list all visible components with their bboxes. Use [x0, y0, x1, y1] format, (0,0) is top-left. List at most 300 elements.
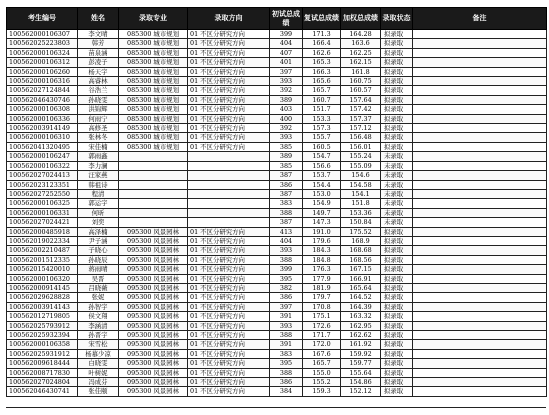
cell-candidate-id: 100562000106247 — [7, 152, 78, 161]
header-status: 录取状态 — [381, 8, 413, 30]
table-row — [7, 67, 547, 76]
header-weighted-score: 加权总成绩 — [341, 8, 381, 30]
cell-status: 拟录取 — [381, 236, 413, 245]
cell-initial-score: 388 — [270, 331, 303, 340]
cell-name: 侯文翔 — [78, 312, 119, 321]
cell-weighted-score: 164.52 — [341, 293, 381, 302]
cell-name: 高泽楠 — [78, 227, 119, 236]
cell-remarks — [413, 124, 547, 133]
cell-direction: 01 不区分研究方向 — [188, 321, 270, 330]
cell-major: 095300 风景园林 — [119, 359, 188, 368]
cell-weighted-score: 168.56 — [341, 255, 381, 264]
cell-retest-score: 154.4 — [303, 180, 341, 189]
cell-initial-score: 387 — [270, 171, 303, 180]
table-row — [7, 142, 547, 151]
cell-candidate-id: 100562003914149 — [7, 124, 78, 133]
cell-status: 未录取 — [381, 171, 413, 180]
cell-weighted-score: 156.01 — [341, 142, 381, 151]
cell-remarks — [413, 359, 547, 368]
table-header — [7, 8, 547, 30]
cell-retest-score: 156.6 — [303, 161, 341, 170]
cell-retest-score: 155.2 — [303, 378, 341, 387]
table-row — [7, 321, 547, 330]
table-row — [7, 359, 547, 368]
cell-remarks — [413, 378, 547, 387]
cell-weighted-score: 163.6 — [341, 39, 381, 48]
cell-status: 未录取 — [381, 199, 413, 208]
cell-direction: 01 不区分研究方向 — [188, 340, 270, 349]
cell-retest-score: 171.7 — [303, 331, 341, 340]
cell-status: 拟录取 — [381, 283, 413, 292]
cell-candidate-id: 100562027024804 — [7, 378, 78, 387]
cell-name: 宋佳楠 — [78, 142, 119, 151]
cell-initial-score: 391 — [270, 340, 303, 349]
cell-weighted-score: 168.68 — [341, 246, 381, 255]
cell-weighted-score: 157.64 — [341, 95, 381, 104]
cell-direction — [188, 208, 270, 217]
cell-weighted-score: 153.36 — [341, 208, 381, 217]
cell-candidate-id: 100562027024421 — [7, 218, 78, 227]
cell-name: 高修圣 — [78, 124, 119, 133]
cell-candidate-id: 100562025223803 — [7, 39, 78, 48]
cell-major: 095300 风景园林 — [119, 387, 188, 396]
cell-retest-score: 155.0 — [303, 368, 341, 377]
cell-remarks — [413, 189, 547, 198]
cell-remarks — [413, 30, 547, 39]
cell-initial-score: 387 — [270, 218, 303, 227]
cell-remarks — [413, 48, 547, 57]
cell-name: 吕晓薇 — [78, 283, 119, 292]
cell-candidate-id: 100562000106324 — [7, 48, 78, 57]
table-row — [7, 283, 547, 292]
table-row — [7, 189, 547, 198]
cell-remarks — [413, 340, 547, 349]
cell-major — [119, 189, 188, 198]
cell-status: 拟录取 — [381, 227, 413, 236]
cell-name: 杨慕少凉 — [78, 349, 119, 358]
cell-major: 095300 风景园林 — [119, 331, 188, 340]
cell-remarks — [413, 283, 547, 292]
cell-weighted-score: 157.12 — [341, 124, 381, 133]
cell-name: 李文晴 — [78, 30, 119, 39]
cell-status: 拟录取 — [381, 387, 413, 396]
cell-candidate-id: 100562027124844 — [7, 86, 78, 95]
cell-initial-score: 388 — [270, 368, 303, 377]
cell-remarks — [413, 246, 547, 255]
cell-status: 拟录取 — [381, 67, 413, 76]
cell-direction: 01 不区分研究方向 — [188, 255, 270, 264]
cell-initial-score: 388 — [270, 208, 303, 217]
cell-remarks — [413, 387, 547, 396]
cell-retest-score: 155.7 — [303, 133, 341, 142]
cell-major: 095300 风景园林 — [119, 321, 188, 330]
cell-remarks — [413, 67, 547, 76]
cell-initial-score: 386 — [270, 293, 303, 302]
table-row — [7, 199, 547, 208]
cell-direction: 01 不区分研究方向 — [188, 86, 270, 95]
cell-name: 张佳颐 — [78, 387, 119, 396]
table-row — [7, 218, 547, 227]
cell-initial-score: 400 — [270, 114, 303, 123]
cell-major: 095300 风景园林 — [119, 349, 188, 358]
cell-name: 汪家燕 — [78, 171, 119, 180]
cell-weighted-score: 161.8 — [341, 67, 381, 76]
cell-direction: 01 不区分研究方向 — [188, 77, 270, 86]
cell-name: 孙晋宇 — [78, 331, 119, 340]
cell-initial-score: 397 — [270, 67, 303, 76]
cell-candidate-id: 100562000106331 — [7, 208, 78, 217]
cell-weighted-score: 157.37 — [341, 114, 381, 123]
cell-retest-score: 184.3 — [303, 246, 341, 255]
cell-retest-score: 172.6 — [303, 321, 341, 330]
cell-retest-score: 171.3 — [303, 30, 341, 39]
cell-direction: 01 不区分研究方向 — [188, 95, 270, 104]
cell-retest-score: 191.0 — [303, 227, 341, 236]
header-remarks: 备注 — [413, 8, 547, 30]
cell-retest-score: 179.6 — [303, 236, 341, 245]
cell-candidate-id: 100562000106316 — [7, 77, 78, 86]
table-row — [7, 48, 547, 57]
cell-weighted-score: 164.39 — [341, 302, 381, 311]
cell-candidate-id: 100562041320495 — [7, 142, 78, 151]
table-body — [7, 30, 547, 397]
table-row — [7, 114, 547, 123]
cell-retest-score: 154.9 — [303, 199, 341, 208]
cell-weighted-score: 168.9 — [341, 236, 381, 245]
cell-initial-score: 386 — [270, 378, 303, 387]
cell-initial-score: 397 — [270, 302, 303, 311]
cell-major: 085300 城市规划 — [119, 95, 188, 104]
cell-status: 拟录取 — [381, 321, 413, 330]
table-row — [7, 340, 547, 349]
header-direction: 录取方向 — [188, 8, 270, 30]
table-row — [7, 152, 547, 161]
cell-retest-score: 162.6 — [303, 48, 341, 57]
cell-status: 拟录取 — [381, 30, 413, 39]
cell-retest-score: 184.8 — [303, 255, 341, 264]
cell-weighted-score: 150.84 — [341, 218, 381, 227]
cell-candidate-id: 100562025793912 — [7, 321, 78, 330]
cell-name: 刘奕 — [78, 218, 119, 227]
cell-weighted-score: 154.6 — [341, 171, 381, 180]
cell-name: 何昕 — [78, 208, 119, 217]
cell-status: 拟录取 — [381, 331, 413, 340]
cell-retest-score: 175.1 — [303, 312, 341, 321]
cell-major — [119, 180, 188, 189]
cell-candidate-id: 100562003914143 — [7, 302, 78, 311]
cell-remarks — [413, 133, 547, 142]
table-row — [7, 58, 547, 67]
cell-remarks — [413, 114, 547, 123]
cell-direction: 01 不区分研究方向 — [188, 142, 270, 151]
cell-status: 拟录取 — [381, 39, 413, 48]
cell-initial-score: 384 — [270, 387, 303, 396]
cell-candidate-id: 100562000106310 — [7, 133, 78, 142]
cell-candidate-id: 100562000106325 — [7, 199, 78, 208]
cell-remarks — [413, 274, 547, 283]
cell-initial-score: 393 — [270, 321, 303, 330]
header-retest-score: 复试总成绩 — [303, 8, 341, 30]
cell-weighted-score: 154.1 — [341, 189, 381, 198]
cell-major: 085300 城市规划 — [119, 86, 188, 95]
cell-weighted-score: 159.77 — [341, 359, 381, 368]
cell-remarks — [413, 152, 547, 161]
cell-name: 冯成芬 — [78, 378, 119, 387]
cell-remarks — [413, 142, 547, 151]
table-row — [7, 161, 547, 170]
cell-initial-score: 389 — [270, 95, 303, 104]
cell-direction: 01 不区分研究方向 — [188, 293, 270, 302]
cell-remarks — [413, 86, 547, 95]
cell-major: 095300 风景园林 — [119, 283, 188, 292]
cell-name: 郭雨鑫 — [78, 152, 119, 161]
cell-status: 拟录取 — [381, 368, 413, 377]
table-row — [7, 255, 547, 264]
cell-remarks — [413, 105, 547, 114]
cell-weighted-score: 154.58 — [341, 180, 381, 189]
cell-candidate-id: 100562025932394 — [7, 331, 78, 340]
cell-retest-score: 172.0 — [303, 340, 341, 349]
cell-direction: 01 不区分研究方向 — [188, 368, 270, 377]
cell-name: 尹子涵 — [78, 236, 119, 245]
cell-remarks — [413, 312, 547, 321]
cell-weighted-score: 156.48 — [341, 133, 381, 142]
cell-direction — [188, 152, 270, 161]
cell-status: 拟录取 — [381, 302, 413, 311]
cell-retest-score: 176.3 — [303, 265, 341, 274]
cell-remarks — [413, 39, 547, 48]
cell-name: 李涵清 — [78, 321, 119, 330]
cell-major — [119, 171, 188, 180]
cell-status: 拟录取 — [381, 274, 413, 283]
cell-initial-score: 383 — [270, 199, 303, 208]
table-row — [7, 265, 547, 274]
cell-initial-score: 391 — [270, 312, 303, 321]
header-name: 姓名 — [78, 8, 119, 30]
header-row — [7, 8, 547, 30]
cell-direction: 01 不区分研究方向 — [188, 349, 270, 358]
cell-name: 吴晋 — [78, 274, 119, 283]
cell-major: 085300 城市规划 — [119, 77, 188, 86]
cell-initial-score: 413 — [270, 227, 303, 236]
cell-weighted-score: 155.24 — [341, 152, 381, 161]
cell-initial-score: 399 — [270, 30, 303, 39]
cell-major: 085300 城市规划 — [119, 124, 188, 133]
cell-remarks — [413, 293, 547, 302]
cell-initial-score: 382 — [270, 283, 303, 292]
cell-status: 拟录取 — [381, 124, 413, 133]
table-row — [7, 293, 547, 302]
table-row — [7, 171, 547, 180]
table-row — [7, 274, 547, 283]
cell-status: 拟录取 — [381, 359, 413, 368]
table-row — [7, 95, 547, 104]
cell-remarks — [413, 331, 547, 340]
cell-weighted-score: 167.15 — [341, 265, 381, 274]
cell-direction: 01 不区分研究方向 — [188, 67, 270, 76]
cell-retest-score: 160.5 — [303, 142, 341, 151]
cell-remarks — [413, 321, 547, 330]
cell-name: 韩祖诗 — [78, 180, 119, 189]
table-row — [7, 227, 547, 236]
cell-initial-score: 393 — [270, 133, 303, 142]
cell-candidate-id: 100562015420010 — [7, 265, 78, 274]
cell-retest-score: 160.7 — [303, 95, 341, 104]
cell-status: 拟录取 — [381, 142, 413, 151]
cell-major — [119, 208, 188, 217]
table-row — [7, 349, 547, 358]
cell-direction: 01 不区分研究方向 — [188, 30, 270, 39]
cell-major: 085300 城市规划 — [119, 114, 188, 123]
cell-remarks — [413, 58, 547, 67]
cell-candidate-id: 100562023123351 — [7, 180, 78, 189]
table-row — [7, 246, 547, 255]
cell-remarks — [413, 255, 547, 264]
cell-direction: 01 不区分研究方向 — [188, 58, 270, 67]
cell-remarks — [413, 236, 547, 245]
cell-name: 谷浩兰 — [78, 86, 119, 95]
cell-name: 张妮 — [78, 293, 119, 302]
cell-direction: 01 不区分研究方向 — [188, 124, 270, 133]
cell-initial-score: 393 — [270, 77, 303, 86]
cell-major: 095300 风景园林 — [119, 312, 188, 321]
cell-major: 095300 风景园林 — [119, 274, 188, 283]
cell-retest-score: 170.8 — [303, 302, 341, 311]
cell-name: 洪锦辉 — [78, 105, 119, 114]
cell-status: 未录取 — [381, 189, 413, 198]
cell-weighted-score: 151.8 — [341, 199, 381, 208]
cell-major: 095300 风景园林 — [119, 246, 188, 255]
cell-candidate-id: 100562027024413 — [7, 171, 78, 180]
cell-candidate-id: 100562008717830 — [7, 368, 78, 377]
table-row — [7, 105, 547, 114]
cell-weighted-score: 162.15 — [341, 58, 381, 67]
cell-retest-score: 165.7 — [303, 86, 341, 95]
cell-major: 095300 风景园林 — [119, 293, 188, 302]
cell-direction — [188, 218, 270, 227]
cell-remarks — [413, 218, 547, 227]
cell-initial-score: 404 — [270, 39, 303, 48]
cell-status: 未录取 — [381, 161, 413, 170]
cell-name: 白晓雯 — [78, 359, 119, 368]
cell-retest-score: 181.9 — [303, 283, 341, 292]
cell-weighted-score: 175.52 — [341, 227, 381, 236]
cell-status: 拟录取 — [381, 105, 413, 114]
cell-weighted-score: 155.09 — [341, 161, 381, 170]
cell-weighted-score: 157.42 — [341, 105, 381, 114]
cell-weighted-score: 162.95 — [341, 321, 381, 330]
cell-status: 未录取 — [381, 218, 413, 227]
cell-candidate-id: 100562002210487 — [7, 246, 78, 255]
cell-major: 095300 风景园林 — [119, 265, 188, 274]
cell-major: 085300 城市规划 — [119, 142, 188, 151]
cell-remarks — [413, 208, 547, 217]
cell-remarks — [413, 349, 547, 358]
cell-retest-score: 149.7 — [303, 208, 341, 217]
cell-remarks — [413, 368, 547, 377]
cell-status: 拟录取 — [381, 265, 413, 274]
table-row — [7, 312, 547, 321]
cell-major: 085300 城市规划 — [119, 105, 188, 114]
cell-status: 拟录取 — [381, 378, 413, 387]
cell-initial-score: 389 — [270, 152, 303, 161]
cell-direction: 01 不区分研究方向 — [188, 312, 270, 321]
cell-retest-score: 157.3 — [303, 124, 341, 133]
cell-major: 095300 风景园林 — [119, 378, 188, 387]
cell-direction: 01 不区分研究方向 — [188, 283, 270, 292]
cell-remarks — [413, 302, 547, 311]
cell-candidate-id: 100562046430746 — [7, 95, 78, 104]
cell-initial-score: 395 — [270, 359, 303, 368]
table-row — [7, 236, 547, 245]
cell-name: 宋雪松 — [78, 340, 119, 349]
cell-status: 未录取 — [381, 208, 413, 217]
cell-direction: 01 不区分研究方向 — [188, 114, 270, 123]
cell-retest-score: 165.3 — [303, 58, 341, 67]
cell-initial-score: 401 — [270, 58, 303, 67]
cell-status: 拟录取 — [381, 86, 413, 95]
cell-direction: 01 不区分研究方向 — [188, 359, 270, 368]
cell-status: 拟录取 — [381, 293, 413, 302]
cell-candidate-id: 100562000106312 — [7, 58, 78, 67]
cell-remarks — [413, 180, 547, 189]
cell-direction: 01 不区分研究方向 — [188, 246, 270, 255]
table-row — [7, 302, 547, 311]
cell-name: 李力澜 — [78, 161, 119, 170]
cell-remarks — [413, 265, 547, 274]
table-row — [7, 30, 547, 39]
cell-retest-score: 153.0 — [303, 189, 341, 198]
cell-major: 095300 风景园林 — [119, 236, 188, 245]
cell-name: 张林冬 — [78, 133, 119, 142]
cell-major: 095300 风景园林 — [119, 340, 188, 349]
cell-name: 程清 — [78, 189, 119, 198]
header-candidate-id: 考生编号 — [7, 8, 78, 30]
cell-remarks — [413, 199, 547, 208]
cell-status: 拟录取 — [381, 312, 413, 321]
cell-direction: 01 不区分研究方向 — [188, 133, 270, 142]
table-row — [7, 39, 547, 48]
cell-weighted-score: 165.64 — [341, 283, 381, 292]
cell-retest-score: 179.7 — [303, 293, 341, 302]
cell-candidate-id: 100562001512335 — [7, 255, 78, 264]
cell-major — [119, 218, 188, 227]
cell-initial-score: 399 — [270, 265, 303, 274]
cell-weighted-score: 162.25 — [341, 48, 381, 57]
cell-remarks — [413, 95, 547, 104]
cell-direction: 01 不区分研究方向 — [188, 302, 270, 311]
cell-major — [119, 152, 188, 161]
cell-status: 拟录取 — [381, 340, 413, 349]
cell-candidate-id: 100562000485918 — [7, 227, 78, 236]
cell-direction: 01 不区分研究方向 — [188, 331, 270, 340]
cell-initial-score: 392 — [270, 124, 303, 133]
cell-remarks — [413, 77, 547, 86]
cell-candidate-id: 100562000106308 — [7, 105, 78, 114]
cell-initial-score: 392 — [270, 86, 303, 95]
cell-retest-score: 177.9 — [303, 274, 341, 283]
cell-status: 拟录取 — [381, 48, 413, 57]
cell-direction — [188, 189, 270, 198]
admission-table — [6, 7, 547, 397]
table-row — [7, 180, 547, 189]
cell-retest-score: 159.3 — [303, 387, 341, 396]
cell-major: 085300 城市规划 — [119, 39, 188, 48]
cell-candidate-id: 100562000106358 — [7, 340, 78, 349]
cell-name: 苗泉涵 — [78, 48, 119, 57]
cell-candidate-id: 100562000914145 — [7, 283, 78, 292]
cell-major: 085300 城市规划 — [119, 48, 188, 57]
